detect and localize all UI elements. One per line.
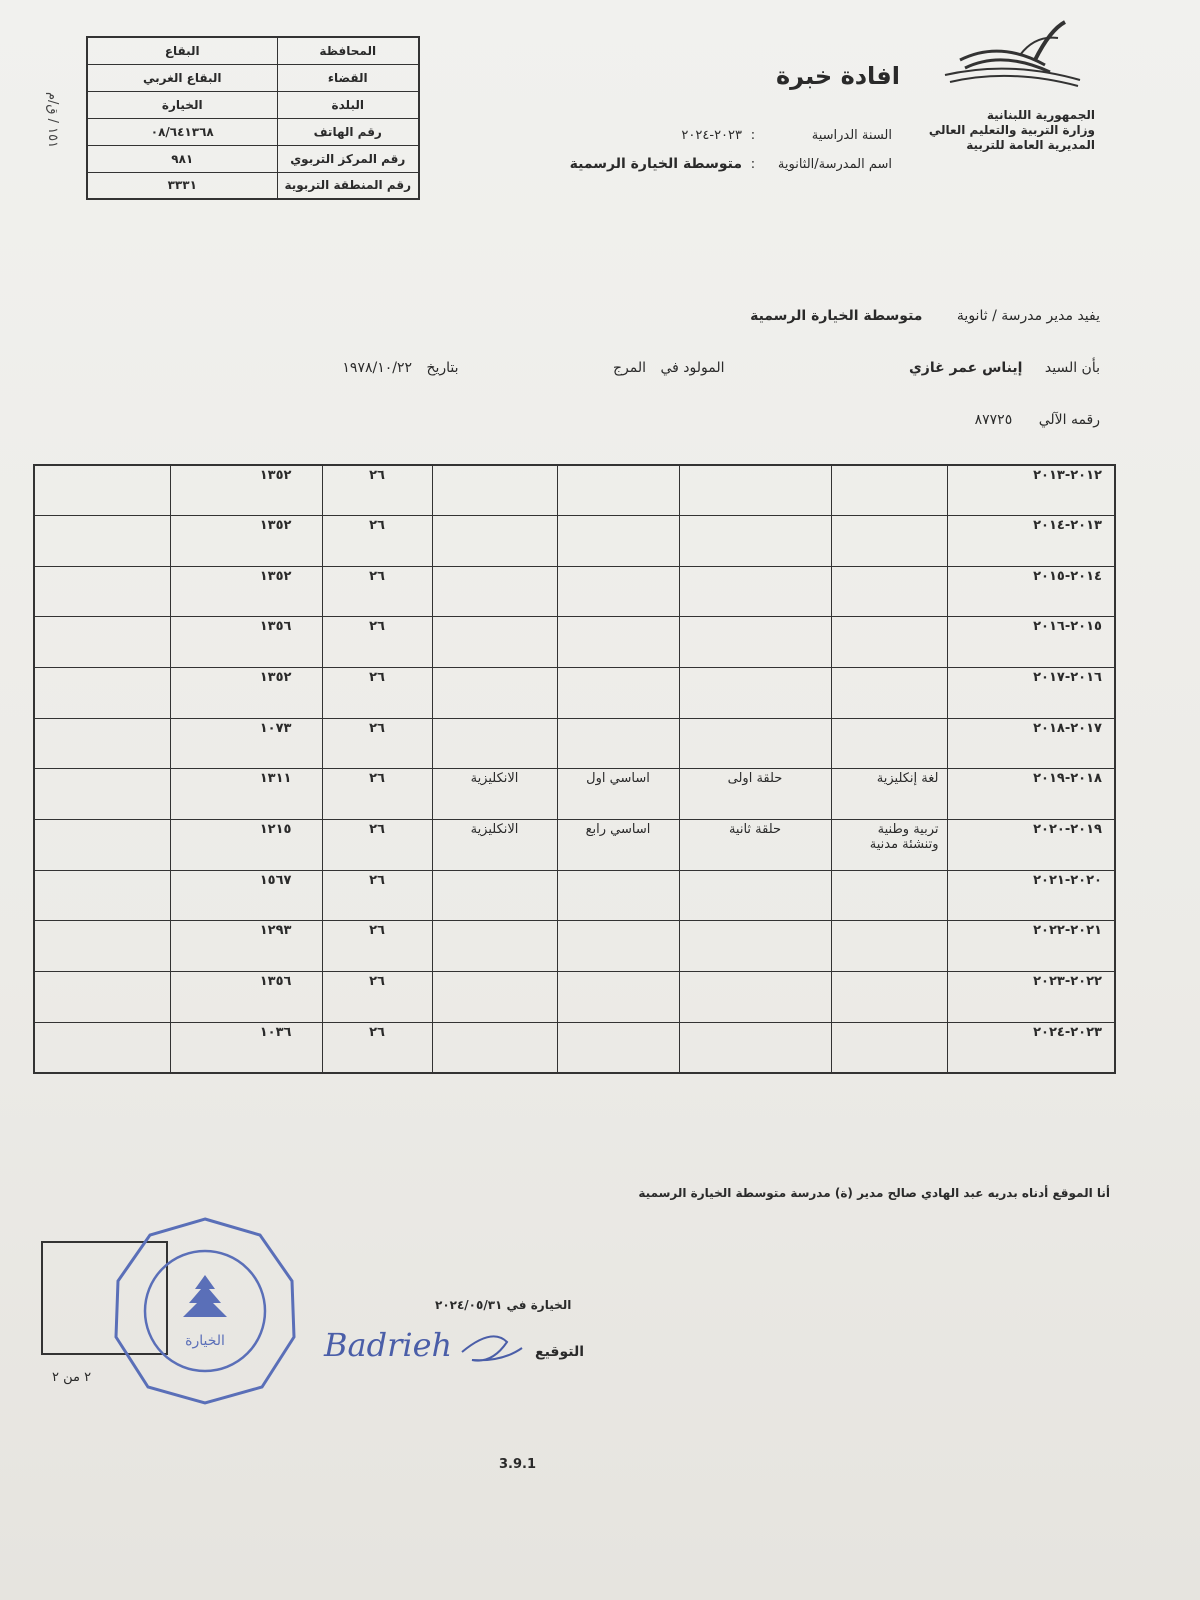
cell-grade (557, 566, 679, 617)
info-value: الخيارة (87, 91, 277, 118)
cell-cycle (679, 617, 831, 668)
signature (322, 1322, 527, 1370)
info-value: ٣٣٣١ (87, 172, 277, 199)
cell-subject (831, 972, 947, 1023)
cell-subject (831, 617, 947, 668)
cell-blank (34, 617, 170, 668)
cell-year: ٢٠١٧-٢٠١٨ (947, 718, 1115, 769)
cell-lang (432, 516, 557, 567)
birth-date: ١٩٧٨/١٠/٢٢ (342, 360, 412, 376)
official-stamp (110, 1215, 300, 1407)
cell-grade (557, 718, 679, 769)
cell-blank (34, 668, 170, 719)
cell-year: ٢٠١٥-٢٠١٦ (947, 617, 1115, 668)
cell-hours: ٢٦ (322, 718, 432, 769)
line2-label: بأن السيد (1044, 360, 1100, 376)
info-row (87, 118, 419, 145)
cell-lang (432, 921, 557, 972)
birth-label: المولود في (660, 360, 725, 376)
cell-grade (557, 668, 679, 719)
year-label: السنة الدراسية (811, 128, 892, 143)
table-row (34, 870, 1115, 921)
cell-year: ٢٠١٤-٢٠١٥ (947, 566, 1115, 617)
cell-subject (831, 516, 947, 567)
separator: : (750, 157, 756, 172)
serial-number: ٨٧٧٢٥ (974, 412, 1013, 428)
cell-blank (34, 718, 170, 769)
cell-grade: اساسي رابع (557, 820, 679, 871)
cell-total: ١٠٧٣ (170, 718, 322, 769)
cell-lang (432, 617, 557, 668)
line1-label: يفيد مدير مدرسة / ثانوية (956, 308, 1100, 324)
info-value: ٩٨١ (87, 145, 277, 172)
cell-subject (831, 718, 947, 769)
table-row (34, 718, 1115, 769)
experience-table (33, 464, 1116, 1074)
cell-lang (432, 870, 557, 921)
cell-lang (432, 465, 557, 516)
cell-blank (34, 921, 170, 972)
gov-line: المديرية العامة للتربية (966, 138, 1095, 152)
cell-total: ١٣٥٢ (170, 465, 322, 516)
table-row (34, 566, 1115, 617)
date-line: الخيارة في ٢٠٢٤/٠٥/٣١ (435, 1298, 572, 1312)
page-number: ٢ من ٢ (52, 1370, 92, 1385)
cell-subject (831, 921, 947, 972)
cell-blank (34, 465, 170, 516)
cell-blank (34, 870, 170, 921)
year-value: ٢٠٢٣-٢٠٢٤ (681, 128, 742, 143)
info-row (87, 91, 419, 118)
cell-year: ٢٠١٣-٢٠١٤ (947, 516, 1115, 567)
cell-hours: ٢٦ (322, 921, 432, 972)
cell-total: ١٣٥٦ (170, 617, 322, 668)
table-row (34, 972, 1115, 1023)
cell-cycle: حلقة ثانية (679, 820, 831, 871)
body-line-2 (100, 360, 1100, 376)
info-value: البقاع الغربي (87, 64, 277, 91)
cell-total: ١٢٩٣ (170, 921, 322, 972)
body-line-1 (750, 308, 1100, 324)
cell-year: ٢٠١٩-٢٠٢٠ (947, 820, 1115, 871)
declaration-line: أنا الموقع أدناه بدريه عبد الهادي صالح مدير (ة) مدرسة متوسطة الخيارة الرسمية (638, 1186, 1110, 1200)
info-key: المحافظة (277, 37, 419, 64)
info-row (87, 37, 419, 64)
table-row (34, 668, 1115, 719)
info-key: رقم الهاتف (277, 118, 419, 145)
line3-label: رقمه الآلي (1038, 412, 1100, 428)
cell-lang: الانكليزية (432, 820, 557, 871)
svg-text:Badrieh: Badrieh (324, 1326, 453, 1364)
cell-year: ٢٠١٦-٢٠١٧ (947, 668, 1115, 719)
info-row (87, 145, 419, 172)
cell-hours: ٢٦ (322, 972, 432, 1023)
cell-year: ٢٠١٢-٢٠١٣ (947, 465, 1115, 516)
cell-hours: ٢٦ (322, 820, 432, 871)
cell-hours: ٢٦ (322, 516, 432, 567)
gov-line: الجمهورية اللبنانية (986, 108, 1095, 122)
cell-hours: ٢٦ (322, 668, 432, 719)
cell-total: ١٣٥٢ (170, 566, 322, 617)
person-name: إيناس عمر غازي (908, 360, 1023, 376)
cell-subject: تربية وطنية وتنشئة مدنية (831, 820, 947, 871)
birth-place: المرج (613, 360, 647, 376)
info-row (87, 64, 419, 91)
cell-subject (831, 1022, 947, 1073)
body-line-3 (975, 412, 1100, 428)
cell-hours: ٢٦ (322, 617, 432, 668)
form-version: 3.9.1 (499, 1457, 537, 1472)
table-row (34, 617, 1115, 668)
cell-hours: ٢٦ (322, 1022, 432, 1073)
cell-cycle (679, 718, 831, 769)
cell-lang (432, 718, 557, 769)
cell-grade (557, 972, 679, 1023)
cell-cycle (679, 972, 831, 1023)
info-key: القضاء (277, 64, 419, 91)
cell-year: ٢٠٢٣-٢٠٢٤ (947, 1022, 1115, 1073)
cell-cycle (679, 566, 831, 617)
date-label: بتاريخ (426, 360, 459, 376)
cell-blank (34, 769, 170, 820)
government-header (929, 108, 1095, 153)
info-value: ٠٨/٦٤١٣٦٨ (87, 118, 277, 145)
table-row (34, 516, 1115, 567)
cell-cycle (679, 921, 831, 972)
cell-total: ١٣٥٢ (170, 668, 322, 719)
cell-hours: ٢٦ (322, 566, 432, 617)
school-label: اسم المدرسة/الثانوية (777, 157, 892, 172)
cell-blank (34, 820, 170, 871)
cell-subject (831, 566, 947, 617)
cell-year: ٢٠١٨-٢٠١٩ (947, 769, 1115, 820)
cell-blank (34, 972, 170, 1023)
cell-grade (557, 617, 679, 668)
academic-year-row (681, 128, 892, 143)
cell-cycle (679, 516, 831, 567)
table-row (34, 820, 1115, 871)
cell-grade: اساسي اول (557, 769, 679, 820)
cell-cycle (679, 1022, 831, 1073)
cell-blank (34, 566, 170, 617)
cell-grade (557, 870, 679, 921)
info-key: رقم المنطقة التربوية (277, 172, 419, 199)
cell-blank (34, 516, 170, 567)
cell-total: ١٣١١ (170, 769, 322, 820)
cell-hours: ٢٦ (322, 769, 432, 820)
cell-subject: لغة إنكليزية (831, 769, 947, 820)
cell-total: ١٣٥٢ (170, 516, 322, 567)
cell-lang (432, 566, 557, 617)
info-value: البقاع (87, 37, 277, 64)
cell-year: ٢٠٢٠-٢٠٢١ (947, 870, 1115, 921)
cell-lang (432, 1022, 557, 1073)
school-value: متوسطة الخيارة الرسمية (569, 156, 742, 172)
signature-label: التوقيع (535, 1344, 584, 1360)
cell-lang (432, 972, 557, 1023)
margin-note: ١٥١ / ق/م (45, 92, 60, 149)
cell-hours: ٢٦ (322, 465, 432, 516)
table-row (34, 1022, 1115, 1073)
school-info-table (86, 36, 420, 200)
cell-hours: ٢٦ (322, 870, 432, 921)
cell-blank (34, 1022, 170, 1073)
cell-cycle (679, 668, 831, 719)
cell-year: ٢٠٢١-٢٠٢٢ (947, 921, 1115, 972)
table-row (34, 921, 1115, 972)
table-row (34, 769, 1115, 820)
cell-lang (432, 668, 557, 719)
gov-line: وزارة التربية والتعليم العالي (928, 123, 1095, 137)
document-title: افادة خبرة (776, 62, 900, 90)
cell-grade (557, 516, 679, 567)
school-name-row (570, 156, 892, 172)
cell-grade (557, 1022, 679, 1073)
cell-lang: الانكليزية (432, 769, 557, 820)
cell-cycle (679, 465, 831, 516)
svg-text:الخيارة: الخيارة (185, 1333, 225, 1349)
cell-subject (831, 465, 947, 516)
line1-value: متوسطة الخيارة الرسمية (750, 308, 923, 324)
info-key: البلدة (277, 91, 419, 118)
cell-grade (557, 465, 679, 516)
separator: : (750, 128, 756, 143)
cell-subject (831, 668, 947, 719)
cell-total: ١٥٦٧ (170, 870, 322, 921)
cell-year: ٢٠٢٢-٢٠٢٣ (947, 972, 1115, 1023)
cell-grade (557, 921, 679, 972)
cell-subject (831, 870, 947, 921)
ministry-logo (940, 20, 1085, 100)
table-row (34, 465, 1115, 516)
cell-total: ١٣٥٦ (170, 972, 322, 1023)
cell-total: ١٢١٥ (170, 820, 322, 871)
cell-cycle (679, 870, 831, 921)
info-row (87, 172, 419, 199)
cell-total: ١٠٣٦ (170, 1022, 322, 1073)
info-key: رقم المركز التربوي (277, 145, 419, 172)
cell-cycle: حلقة اولى (679, 769, 831, 820)
